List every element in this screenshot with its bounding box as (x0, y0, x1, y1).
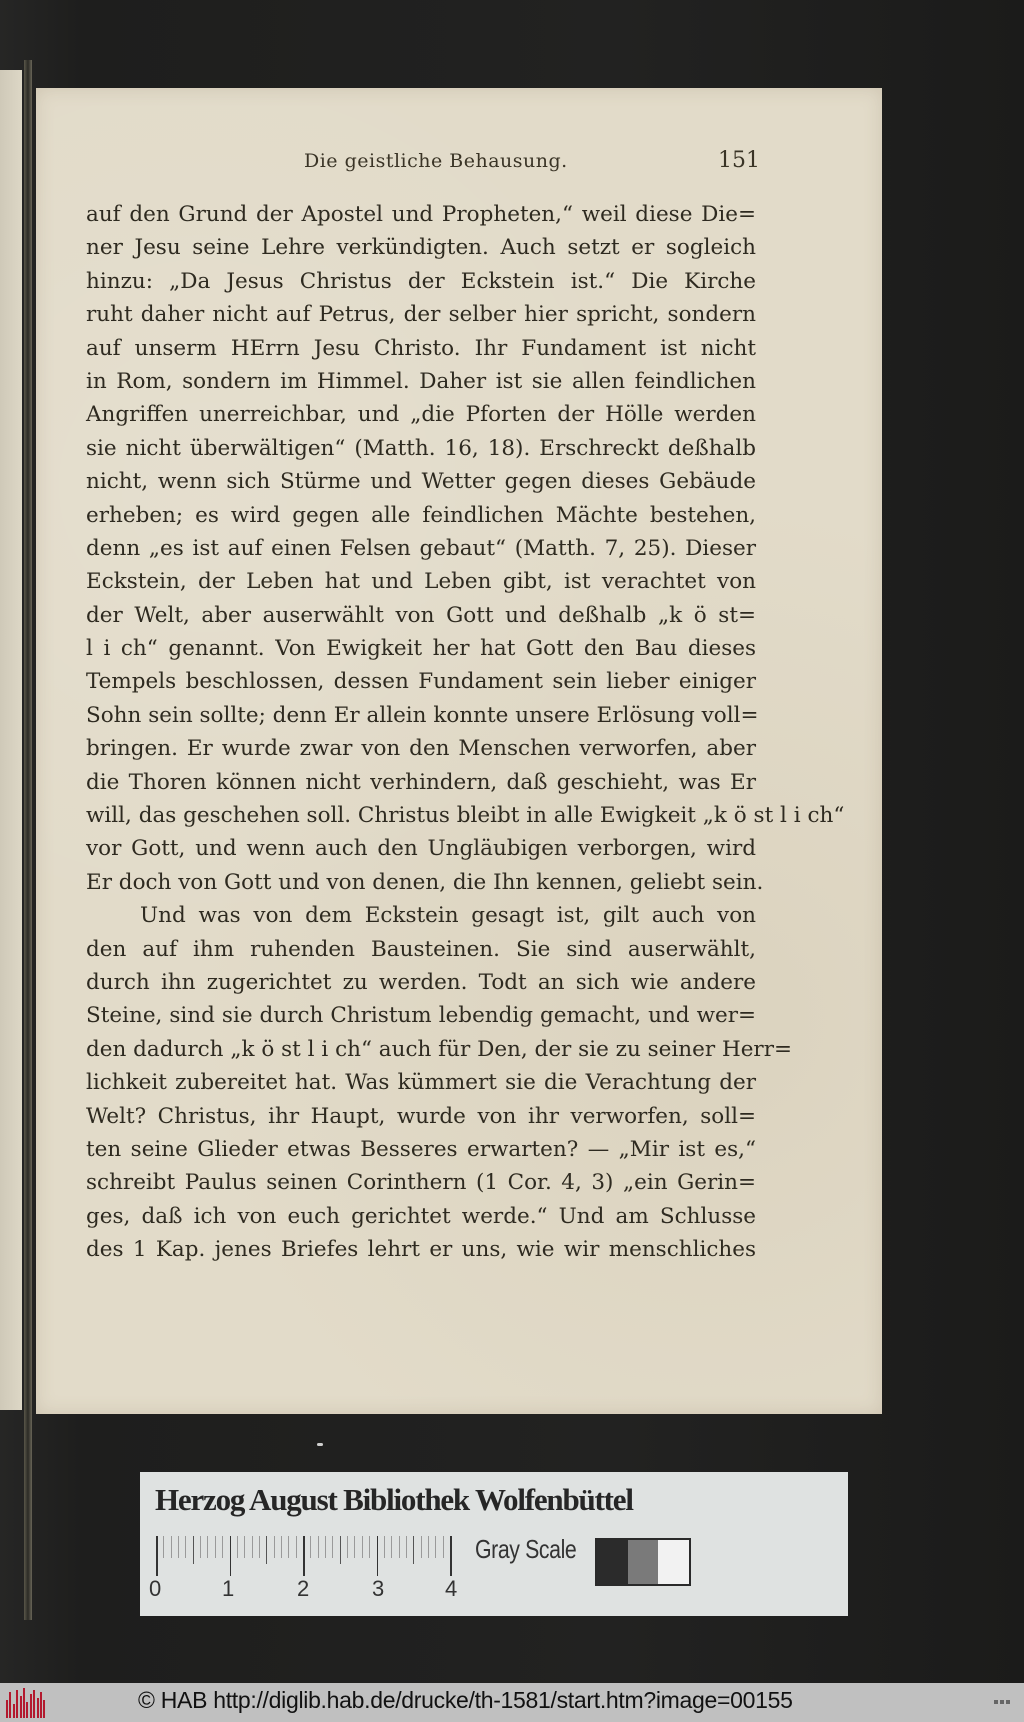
ruler-label: 2 (297, 1576, 310, 1601)
status-bar (0, 1683, 1024, 1722)
previous-page-edge (0, 70, 22, 1410)
text-line: die Thoren können nicht verhindern, daß geschieht, was Er (86, 769, 756, 795)
ruler-tick (435, 1536, 436, 1558)
ruler-tick (222, 1536, 223, 1558)
text-line: Er doch von Gott und von denen, die Ihn kennen, geliebt sein. (86, 869, 764, 895)
ruler-tick (413, 1536, 414, 1564)
ruler-label: 3 (372, 1576, 385, 1601)
ruler-tick (296, 1536, 297, 1558)
copyright-url[interactable]: © HAB http://diglib.hab.de/drucke/th-1581/start.htm?image=00155 (138, 1687, 793, 1713)
ruler-tick (362, 1536, 363, 1558)
ruler-tick (200, 1536, 201, 1558)
ruler-tick (156, 1536, 158, 1576)
text-line: nicht, wenn sich Stürme und Wetter gegen dieses Gebäude (86, 469, 756, 495)
ruler-tick (399, 1536, 400, 1558)
ruler-tick (288, 1536, 289, 1558)
color-scale-card (140, 1472, 848, 1616)
text-line: ruht daher nicht auf Petrus, der selber hier spricht, sondern (86, 302, 756, 328)
text-line: vor Gott, und wenn auch den Ungläubigen verborgen, wird (86, 836, 756, 862)
ruler-label: 4 (445, 1576, 458, 1601)
ruler-tick (303, 1536, 305, 1576)
ruler-tick (450, 1536, 452, 1576)
ruler-tick (281, 1536, 282, 1558)
ruler-tick (332, 1536, 333, 1558)
dust-mark (317, 1443, 323, 1446)
ruler-tick (391, 1536, 392, 1558)
text-line: Welt? Christus, ihr Haupt, wurde von ihr verworfen, soll= (86, 1103, 756, 1129)
gray-swatch (628, 1540, 659, 1584)
text-line: sie nicht überwältigen“ (Matth. 16, 18). Erschreckt deßhalb (86, 435, 756, 461)
page-number: 151 (718, 148, 760, 173)
text-line: Steine, sind sie durch Christum lebendig gemacht, und wer= (86, 1003, 756, 1029)
text-line: auf den Grund der Apostel und Propheten,“ weil diese Die= (86, 202, 756, 227)
text-line: auf unserm HErrn Jesu Christo. Ihr Fundament ist nicht (86, 335, 756, 361)
text-line: durch ihn zugerichtet zu werden. Todt an sich wie andere (86, 969, 756, 995)
library-name: Herzog August Bibliothek Wolfenbüttel (155, 1482, 633, 1517)
text-line: erheben; es wird gegen alle feindlichen Mächte bestehen, (86, 502, 756, 528)
ruler-tick (406, 1536, 407, 1558)
text-line: ges, daß ich von euch gerichtet werde.“ Und am Schlusse (86, 1203, 756, 1229)
ruler-tick (207, 1536, 208, 1558)
ruler-tick (266, 1536, 267, 1564)
book-page (36, 88, 882, 1414)
ruler-scale (156, 1536, 446, 1576)
text-line: in Rom, sondern im Himmel. Daher ist sie allen feindlichen (86, 368, 756, 394)
ruler-tick (178, 1536, 179, 1558)
book-gutter (24, 60, 32, 1620)
ruler-tick (274, 1536, 275, 1558)
ruler-tick (252, 1536, 253, 1558)
text-line: des 1 Kap. jenes Briefes lehrt er uns, wie wir menschliches (86, 1237, 756, 1263)
ruler-tick (259, 1536, 260, 1558)
ruler-tick (193, 1536, 194, 1564)
text-line: schreibt Paulus seinen Corinthern (1 Cor. 4, 3) „ein Gerin= (86, 1170, 756, 1196)
ruler-tick (428, 1536, 429, 1558)
gray-swatch (658, 1540, 689, 1584)
ruler-tick (325, 1536, 326, 1558)
text-line: ten seine Glieder etwas Besseres erwarten? — „Mir ist es,“ (86, 1136, 756, 1162)
ruler-tick (421, 1536, 422, 1558)
ruler-tick (318, 1536, 319, 1558)
text-line: denn „es ist auf einen Felsen gebaut“ (Matth. 7, 25). Dieser (86, 535, 756, 561)
hab-barcode-logo-icon[interactable] (6, 1688, 48, 1718)
text-line: Tempels beschlossen, dessen Fundament sein lieber einiger (86, 669, 756, 695)
ruler-tick (443, 1536, 444, 1558)
text-line: ner Jesu seine Lehre verkündigten. Auch setzt er sogleich (86, 235, 756, 261)
text-line: bringen. Er wurde zwar von den Menschen verworfen, aber (86, 736, 756, 762)
ruler-tick (230, 1536, 232, 1576)
gray-swatch (597, 1540, 628, 1584)
text-line: Eckstein, der Leben hat und Leben gibt, ist verachtet von (86, 569, 756, 595)
text-line: l i ch“ genannt. Von Ewigkeit her hat Gott den Bau dieses (86, 636, 756, 662)
body-text (86, 198, 845, 1267)
text-line: den dadurch „k ö st l i ch“ auch für Den, der sie zu seiner Herr= (86, 1036, 792, 1062)
ruler-tick (244, 1536, 245, 1558)
text-line: den auf ihm ruhenden Bausteinen. Sie sind auserwählt, (86, 936, 756, 962)
more-dots-icon[interactable] (994, 1697, 1012, 1707)
ruler-tick (347, 1536, 348, 1558)
ruler-tick (237, 1536, 238, 1558)
text-line: hinzu: „Da Jesus Christus der Eckstein ist.“ Die Kirche (86, 268, 756, 294)
text-line: Und was von dem Eckstein gesagt ist, gilt auch von (140, 903, 756, 929)
ruler-tick (354, 1536, 355, 1558)
text-line: lichkeit zubereitet hat. Was kümmert sie die Verachtung der (86, 1070, 756, 1096)
ruler-tick (185, 1536, 186, 1558)
ruler-tick (215, 1536, 216, 1558)
text-line: Sohn sein sollte; denn Er allein konnte unsere Erlösung voll= (86, 702, 759, 728)
running-title: Die geistliche Behausung. (304, 150, 568, 172)
ruler-tick (171, 1536, 172, 1558)
ruler-tick (163, 1536, 164, 1558)
text-line: der Welt, aber auserwählt von Gott und deßhalb „k ö st= (86, 602, 756, 628)
gray-scale-swatches (595, 1538, 691, 1586)
gray-scale-label: Gray Scale (475, 1534, 577, 1564)
running-head (36, 150, 882, 180)
ruler-tick (377, 1536, 379, 1576)
ruler-label: 1 (222, 1576, 235, 1601)
ruler-tick (310, 1536, 311, 1558)
text-line: Angriffen unerreichbar, und „die Pforten der Hölle werden (86, 402, 756, 428)
ruler-tick (384, 1536, 385, 1558)
ruler-tick (340, 1536, 341, 1564)
ruler-tick (369, 1536, 370, 1558)
ruler-label: 0 (149, 1576, 162, 1601)
text-line: will, das geschehen soll. Christus bleibt in alle Ewigkeit „k ö st l i ch“ (86, 803, 845, 829)
